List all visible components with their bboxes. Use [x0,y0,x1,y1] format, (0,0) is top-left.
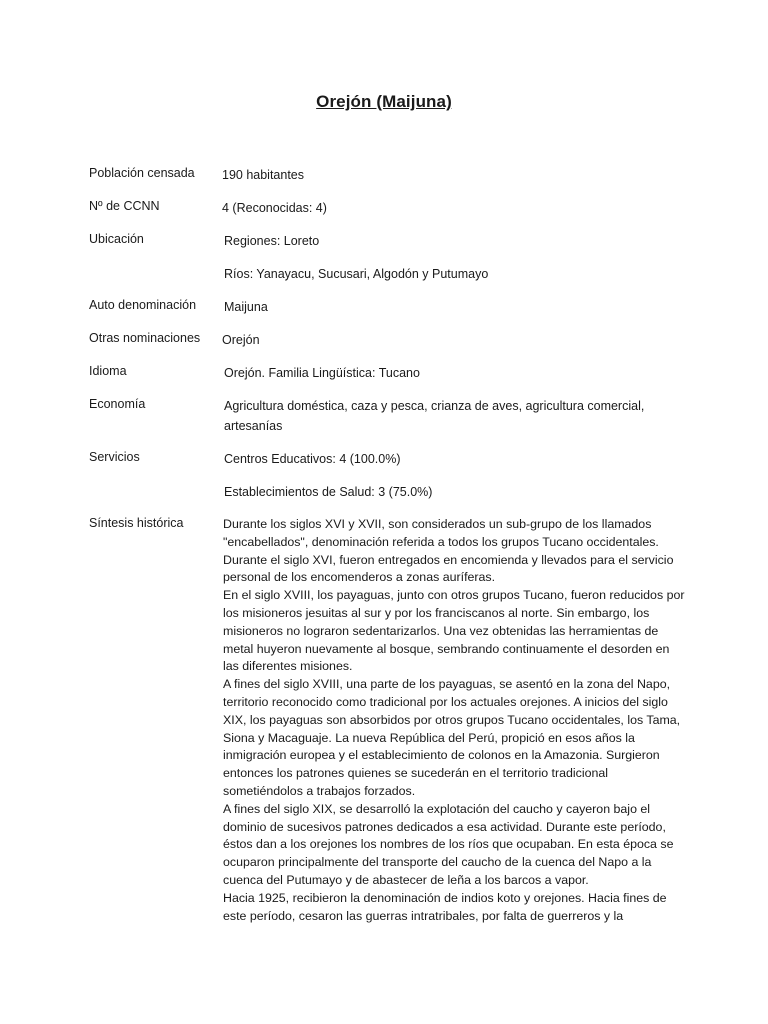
history-paragraph: A fines del siglo XIX, se desarrolló la explotación del caucho y cayeron bajo el dominio de sucesivos patrones dedicados a esa actividad. Durante este período, éstos dan a los orejones los nombres de los ríos que ocupaban. En esta época se ocuparon principalmente del transporte del caucho de la cuenca del Napo a la cuenca del Putumayo y de abastecer de leña a los barcos a vapor. [223,801,674,887]
value-establecimientos-salud: Establecimientos de Salud: 3 (75.0%) [224,485,433,499]
sintesis-historica-text [223,516,685,925]
label-poblacion: Población censada [89,166,195,180]
history-paragraph: Durante los siglos XVI y XVII, son considerados un sub-grupo de los llamados "encabellados", denominación referida a todos los grupos Tucano occidentales. Durante el siglo XVI, fueron entregados en encomienda y llevados para el servicio personal de los encomenderos a zonas auríferas. [223,517,674,585]
history-paragraph: En el siglo XVIII, los payaguas, junto con otros grupos Tucano, fueron reducidos por los misioneros jesuitas al sur y por los franciscanos al norte. Sin embargo, los misioneros no lograron sedentarizarlos. Una vez obtenidas las herramientas de metal huyeron nuevamente al bosque, sembrando continuamente el desorden en las diferentes misiones. [223,588,685,674]
value-economia: Agricultura doméstica, caza y pesca, crianza de aves, agricultura comercial, artesanías [224,399,645,433]
value-poblacion: 190 habitantes [222,168,305,182]
value-centros-educativos: Centros Educativos: 4 (100.0%) [224,452,401,466]
label-auto-denominacion: Auto denominación [89,298,197,312]
label-sintesis-historica: Síntesis histórica [89,516,184,530]
label-servicios: Servicios [89,450,140,464]
page-title: Orejón (Maijuna) [316,92,452,111]
label-economia: Economía [89,397,146,411]
value-ccnn: 4 (Reconocidas: 4) [222,201,327,215]
history-paragraph: Hacia 1925, recibieron la denominación de indios koto y orejones. Hacia fines de este período, cesaron las guerras intratribales, por falta de guerreros y la [223,890,667,923]
value-auto-denominacion: Maijuna [224,300,268,314]
label-idioma: Idioma [89,364,127,378]
value-otras-nominaciones: Orejón [222,333,260,347]
value-ubicacion-rios: Ríos: Yanayacu, Sucusari, Algodón y Putumayo [224,267,489,281]
value-idioma: Orejón. Familia Lingüística: Tucano [224,366,420,380]
label-ccnn: Nº de CCNN [89,199,160,213]
label-ubicacion: Ubicación [89,232,144,246]
label-otras-nominaciones: Otras nominaciones [89,331,201,345]
value-ubicacion-regiones: Regiones: Loreto [224,234,320,248]
history-paragraph: A fines del siglo XVIII, una parte de los payaguas, se asentó en la zona del Napo, territorio reconocido como tradicional por los actuales orejones. A inicios del siglo XIX, los payaguas son absorbidos por otros grupos Tucano occidentales, los Tama, Siona y Macaguaje. La nueva República del Perú, propició en esos años la inmigración europea y el establecimiento de colonos en la Amazonia. Surgieron entonces los patrones quienes se sucederán en el territorio tradicional sometiéndolos a trabajos forzados. [223,677,681,798]
